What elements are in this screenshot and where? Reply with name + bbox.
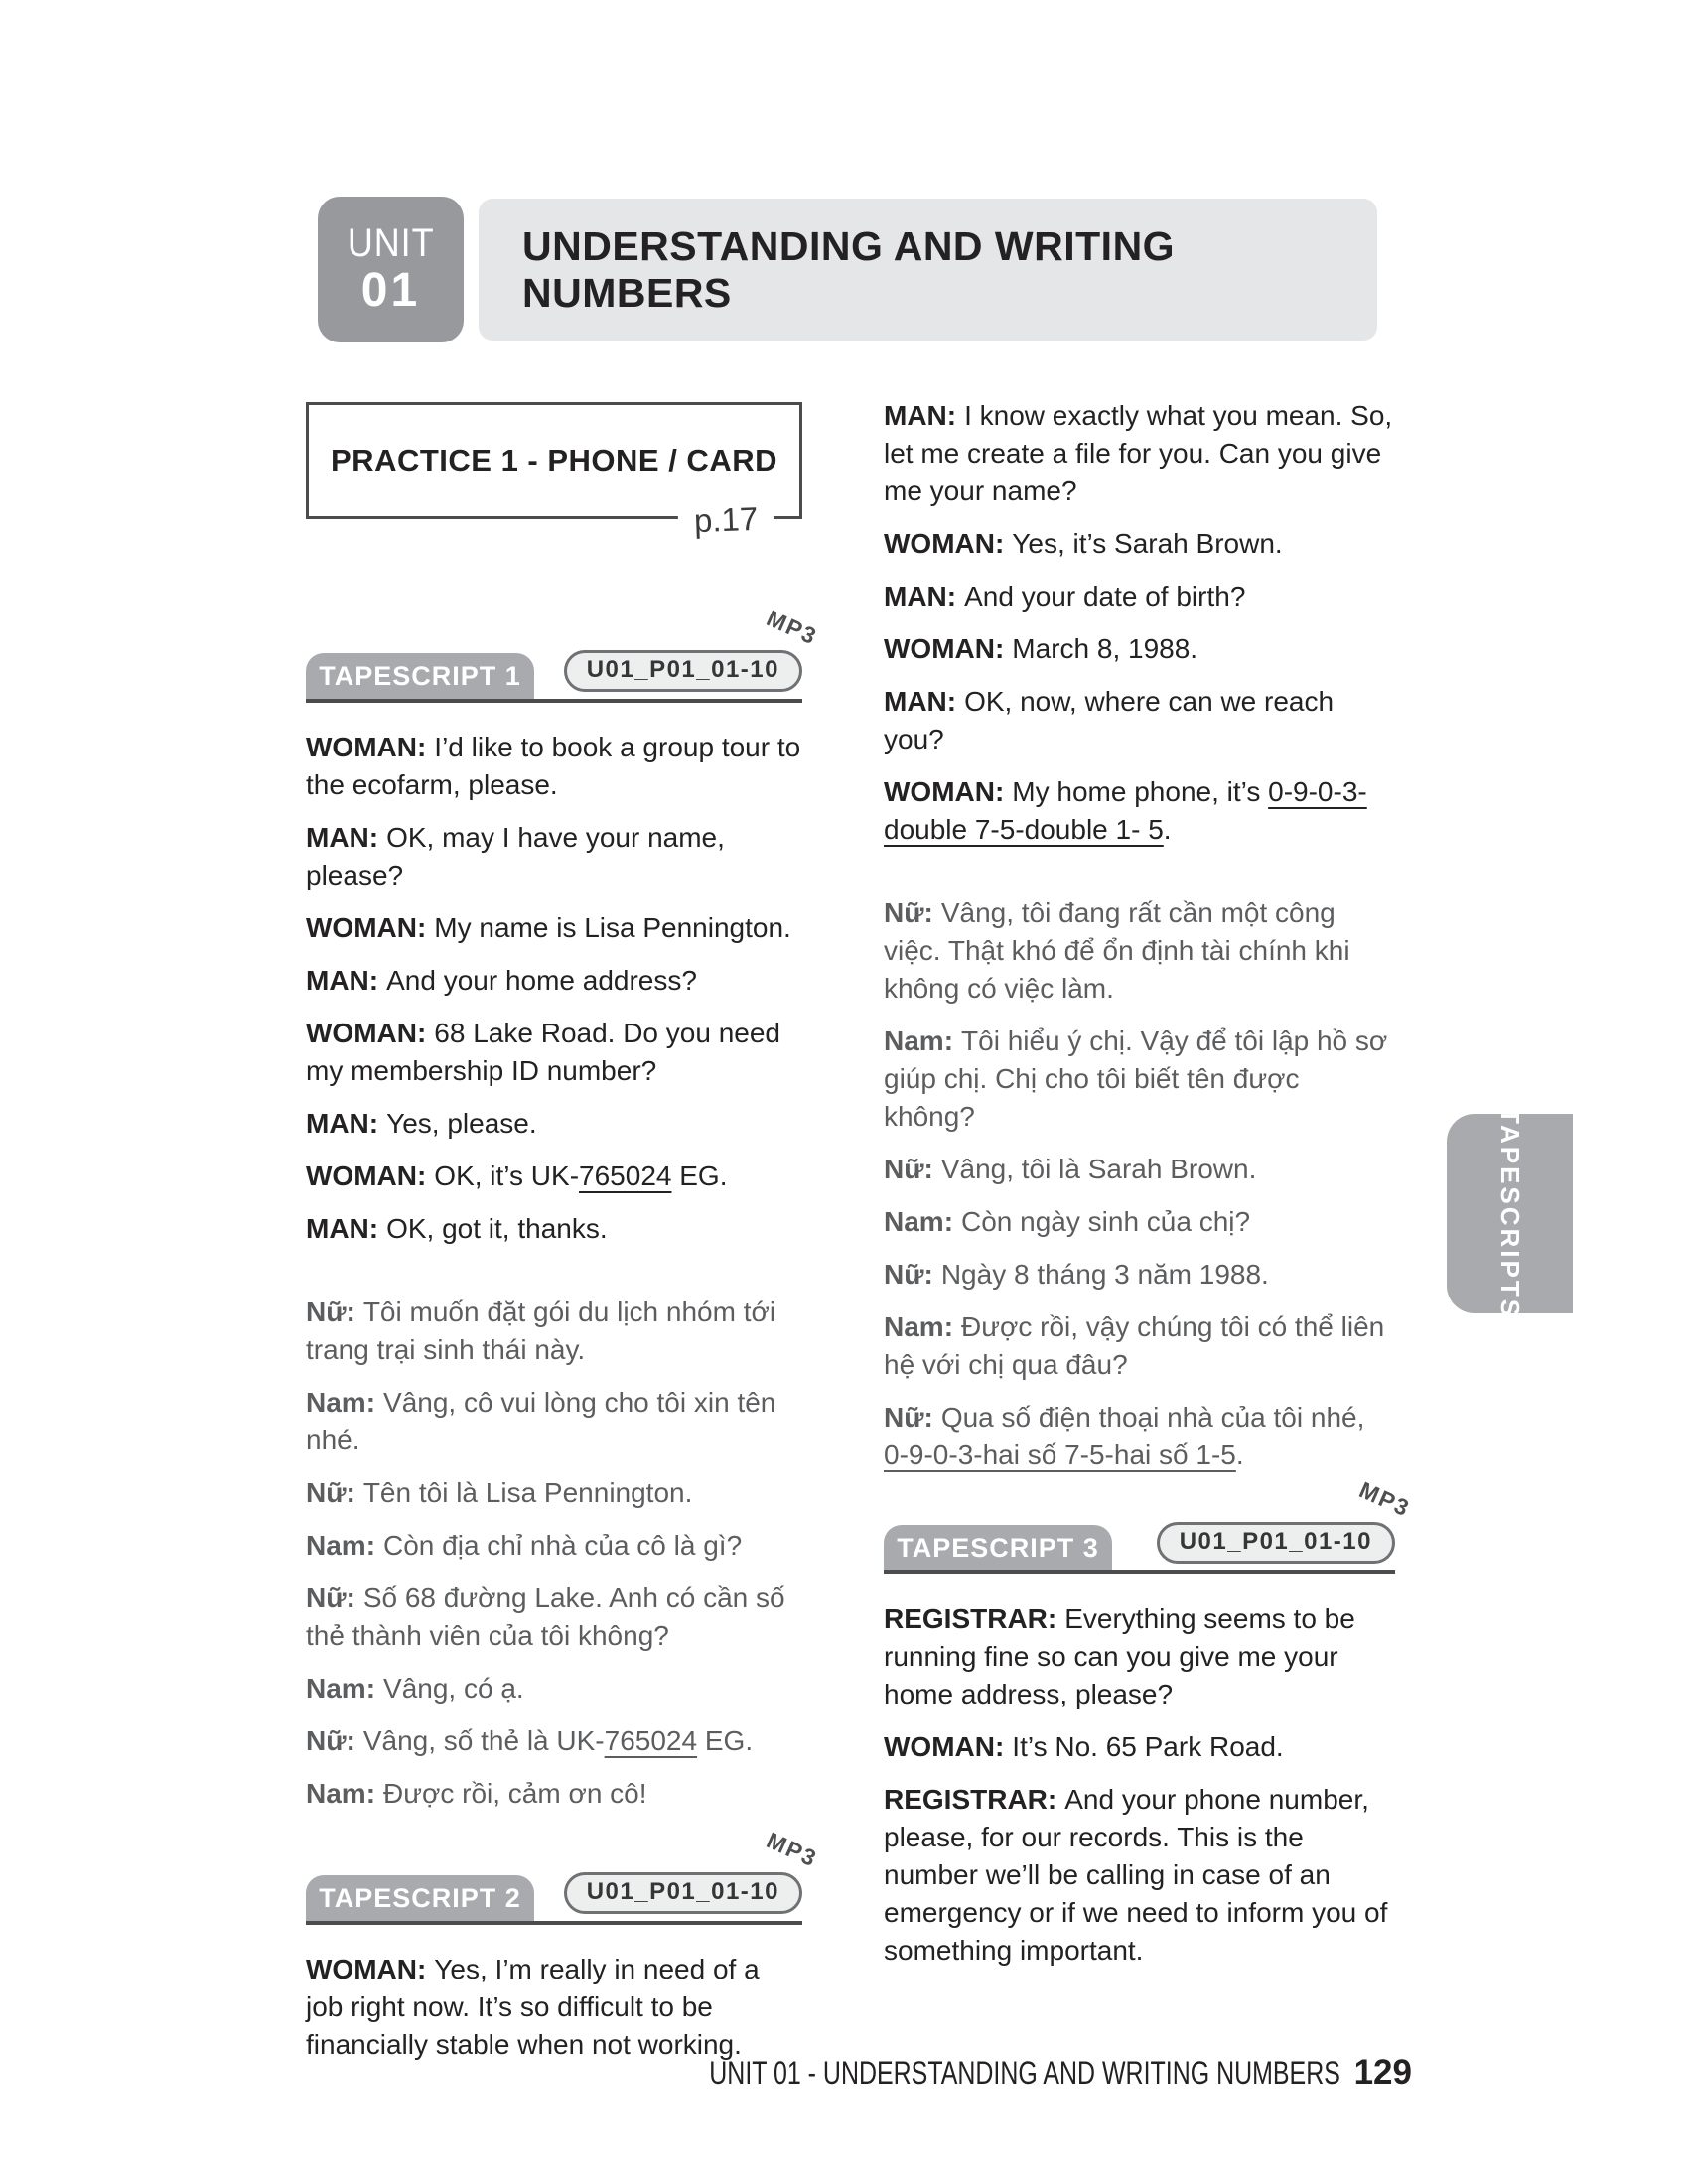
unit-title: UNDERSTANDING AND WRITING NUMBERS bbox=[522, 222, 1176, 316]
speaker-label: Nam: bbox=[884, 1025, 954, 1056]
practice-page-ref: p.17 bbox=[677, 499, 774, 540]
speaker-label: Nam: bbox=[306, 1387, 376, 1418]
dialogue-line: MAN: OK, may I have your name, please? bbox=[306, 822, 725, 890]
speaker-label: Nữ: bbox=[306, 1297, 355, 1327]
speaker-label: MAN: bbox=[306, 822, 379, 853]
dialogue-line: MAN: And your date of birth? bbox=[884, 581, 1246, 612]
speaker-label: WOMAN: bbox=[884, 776, 1005, 807]
speaker-label: Nữ: bbox=[884, 1402, 933, 1433]
unit-title-band bbox=[479, 199, 1377, 341]
translation-line: Nam: Vâng, cô vui lòng cho tôi xin tên nhé. bbox=[306, 1387, 776, 1455]
tapescript1-track-pill: U01_P01_01-10 bbox=[564, 650, 802, 692]
speaker-label: WOMAN: bbox=[306, 1954, 427, 1984]
speaker-label: Nữ: bbox=[306, 1477, 355, 1508]
dialogue-line: WOMAN: 68 Lake Road. Do you need my membership ID number? bbox=[306, 1018, 780, 1086]
speaker-label: MAN: bbox=[884, 400, 957, 431]
tapescripts-side-tab bbox=[1447, 1107, 1573, 1320]
underlined-number: 765024 bbox=[579, 1160, 672, 1191]
tapescript1-header bbox=[306, 605, 822, 703]
speaker-label: Nữ: bbox=[884, 1259, 933, 1290]
dialogue-line: WOMAN: My home phone, it’s 0-9-0-3-double 7-5-double 1- 5. bbox=[884, 776, 1367, 845]
translation-line: Nam: Còn ngày sinh của chị? bbox=[884, 1206, 1251, 1237]
tapescript2-track-pill: U01_P01_01-10 bbox=[564, 1872, 802, 1914]
tapescript1-track-wrap bbox=[564, 605, 822, 692]
dialogue-line: REGISTRAR: And your phone number, please, for our records. This is the number we’ll be calling in case of an emergency or if we need to inform you of something important. bbox=[884, 1784, 1388, 1966]
dialogue-line: WOMAN: Yes, I’m really in need of a job right now. It’s so difficult to be financially stable when not working. bbox=[306, 1954, 760, 2060]
dialogue-line: MAN: OK, now, where can we reach you? bbox=[884, 686, 1335, 754]
translation-line: Nam: Được rồi, vậy chúng tôi có thể liên hệ với chị qua đâu? bbox=[884, 1311, 1385, 1380]
speaker-label: Nữ: bbox=[306, 1582, 355, 1613]
dialogue-line: MAN: I know exactly what you mean. So, let me create a file for you. Can you give me your name? bbox=[884, 400, 1393, 506]
translation-line: Nữ: Tên tôi là Lisa Pennington. bbox=[306, 1477, 693, 1508]
dialogue-line: WOMAN: My name is Lisa Pennington. bbox=[306, 912, 791, 943]
speaker-label: MAN: bbox=[884, 581, 957, 612]
dialogue-line: MAN: OK, got it, thanks. bbox=[306, 1213, 608, 1244]
dialogue-line: WOMAN: I’d like to book a group tour to the ecofarm, please. bbox=[306, 732, 801, 800]
footer-page-number: 129 bbox=[1353, 2053, 1412, 2092]
unit-label: UNIT bbox=[347, 221, 435, 265]
footer-running-title: UNIT 01 - UNDERSTANDING AND WRITING NUMBERS bbox=[708, 2055, 1340, 2091]
dialogue-line: MAN: Yes, please. bbox=[306, 1108, 537, 1139]
tapescript2-track-wrap bbox=[564, 1827, 822, 1914]
page-footer bbox=[531, 2053, 1412, 2093]
speaker-label: Nam: bbox=[306, 1530, 376, 1561]
speaker-label: Nam: bbox=[306, 1778, 376, 1809]
translation-line: Nam: Vâng, có ạ. bbox=[306, 1673, 524, 1704]
speaker-label: WOMAN: bbox=[306, 1160, 427, 1191]
translation-line: Nữ: Tôi muốn đặt gói du lịch nhóm tới trang trại sinh thái này. bbox=[306, 1297, 776, 1365]
underlined-number: 765024 bbox=[604, 1725, 698, 1756]
translation-line: Nữ: Vâng, số thẻ là UK-765024 EG. bbox=[306, 1725, 754, 1756]
speaker-label: MAN: bbox=[306, 1213, 379, 1244]
dialogue-line: WOMAN: March 8, 1988. bbox=[884, 633, 1198, 664]
unit-number-box bbox=[318, 197, 464, 342]
translation-line: Nữ: Số 68 đường Lake. Anh có cần số thẻ thành viên của tôi không? bbox=[306, 1582, 785, 1651]
tapescript1-badge: TAPESCRIPT 1 bbox=[306, 653, 534, 699]
tapescript3-header bbox=[884, 1476, 1415, 1574]
dialogue-line: REGISTRAR: Everything seems to be running fine so can you give me your home address, please? bbox=[884, 1603, 1355, 1709]
tapescript3-badge: TAPESCRIPT 3 bbox=[884, 1525, 1112, 1570]
dialogue-line: WOMAN: It’s No. 65 Park Road. bbox=[884, 1731, 1284, 1762]
speaker-label: Nữ: bbox=[884, 1154, 933, 1184]
translation-line: Nam: Còn địa chỉ nhà của cô là gì? bbox=[306, 1530, 743, 1561]
translation-line: Nam: Tôi hiểu ý chị. Vậy để tôi lập hồ sơ giúp chị. Chị cho tôi biết tên được không? bbox=[884, 1025, 1388, 1132]
left-column bbox=[306, 402, 822, 2064]
speaker-label: MAN: bbox=[884, 686, 957, 717]
speaker-label: REGISTRAR: bbox=[884, 1603, 1057, 1634]
tapescripts-side-tab-label: TAPESCRIPTS bbox=[1495, 1107, 1525, 1320]
translation-line: Nam: Được rồi, cảm ơn cô! bbox=[306, 1778, 647, 1809]
practice-title-box bbox=[306, 402, 802, 540]
speaker-label: Nữ: bbox=[884, 897, 933, 928]
practice-title: PRACTICE 1 - PHONE / CARD bbox=[331, 443, 777, 478]
mp3-note: MP3 bbox=[762, 1827, 822, 1872]
mp3-note: MP3 bbox=[1354, 1476, 1415, 1522]
translation-line: Nữ: Ngày 8 tháng 3 năm 1988. bbox=[884, 1259, 1269, 1290]
speaker-label: Nam: bbox=[306, 1673, 376, 1704]
dialogue-line: WOMAN: Yes, it’s Sarah Brown. bbox=[884, 528, 1283, 559]
underlined-number: 0-9-0-3-double 7-5-double 1- 5 bbox=[884, 776, 1367, 845]
speaker-label: WOMAN: bbox=[306, 1018, 427, 1048]
underlined-number: 0-9-0-3-hai số 7-5-hai số 1-5 bbox=[884, 1439, 1236, 1470]
speaker-label: Nữ: bbox=[306, 1725, 355, 1756]
speaker-label: MAN: bbox=[306, 1108, 379, 1139]
dialogue-line: WOMAN: OK, it’s UK-765024 EG. bbox=[306, 1160, 728, 1191]
translation-line: Nữ: Qua số điện thoại nhà của tôi nhé, 0-9-0-3-hai số 7-5-hai số 1-5. bbox=[884, 1402, 1365, 1470]
tapescript2-header bbox=[306, 1827, 822, 1925]
right-column bbox=[884, 397, 1415, 1970]
mp3-note: MP3 bbox=[762, 605, 822, 650]
speaker-label: WOMAN: bbox=[306, 912, 427, 943]
tapescript3-track-pill: U01_P01_01-10 bbox=[1157, 1522, 1395, 1564]
speaker-label: WOMAN: bbox=[884, 633, 1005, 664]
tapescript3-track-wrap bbox=[1157, 1476, 1415, 1564]
speaker-label: REGISTRAR: bbox=[884, 1784, 1057, 1815]
speaker-label: MAN: bbox=[306, 965, 379, 996]
speaker-label: WOMAN: bbox=[884, 528, 1005, 559]
speaker-label: WOMAN: bbox=[306, 732, 427, 762]
translation-line: Nữ: Vâng, tôi đang rất cần một công việc. Thật khó để ổn định tài chính khi không có việc làm. bbox=[884, 897, 1350, 1004]
speaker-label: Nam: bbox=[884, 1206, 954, 1237]
translation-line: Nữ: Vâng, tôi là Sarah Brown. bbox=[884, 1154, 1257, 1184]
speaker-label: Nam: bbox=[884, 1311, 954, 1342]
speaker-label: WOMAN: bbox=[884, 1731, 1005, 1762]
tapescript2-badge: TAPESCRIPT 2 bbox=[306, 1875, 534, 1921]
dialogue-line: MAN: And your home address? bbox=[306, 965, 697, 996]
unit-number: 01 bbox=[360, 264, 421, 317]
